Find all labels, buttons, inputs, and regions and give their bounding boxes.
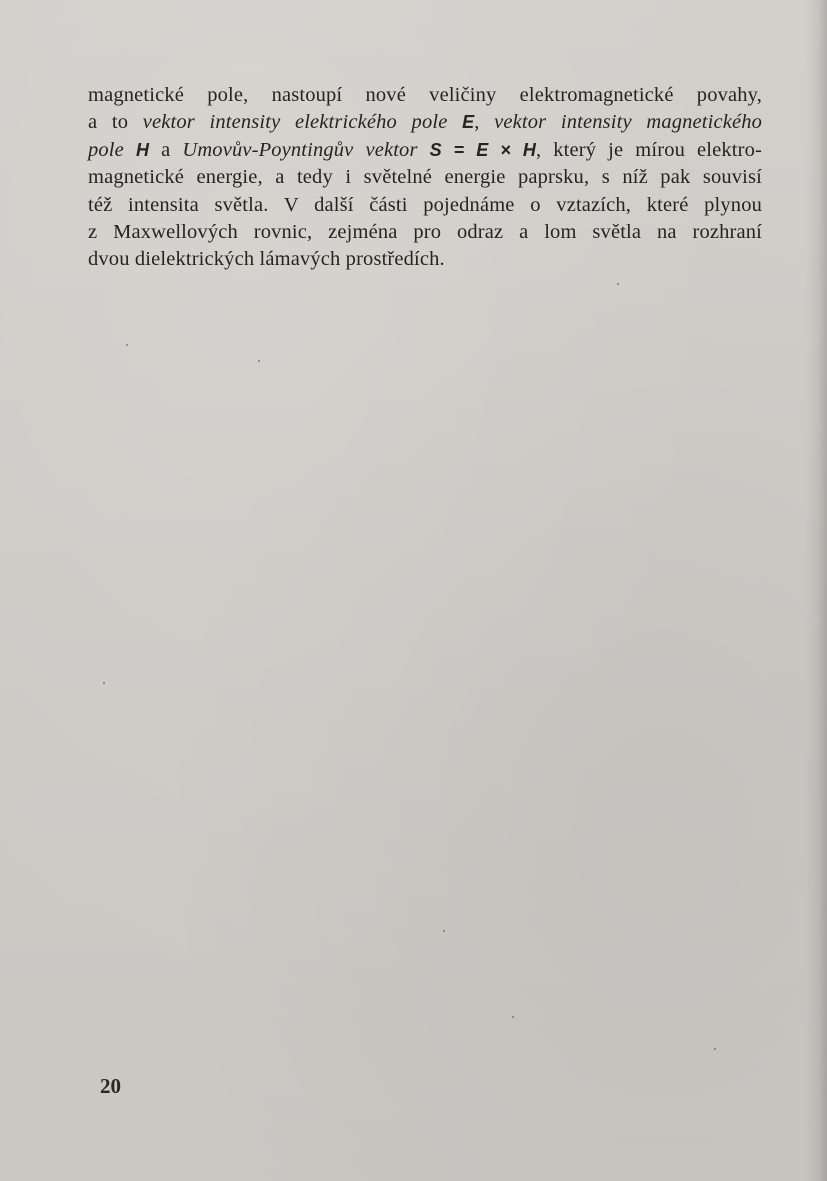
text-line-3 bbox=[88, 137, 762, 164]
text-fragment: a bbox=[149, 138, 183, 161]
paper-speck bbox=[443, 930, 445, 932]
paper-speck bbox=[714, 1048, 716, 1050]
formula-poynting: S = E × H bbox=[429, 139, 536, 160]
text-line-5: též intensita světla. V další části pojednáme o vztazích, které plynou bbox=[88, 193, 762, 216]
text-line-4: magnetické energie, a tedy i světelné energie paprsku, s níž pak souvisí bbox=[88, 166, 762, 189]
paper-speck bbox=[126, 344, 128, 346]
paper-speck bbox=[103, 682, 105, 684]
term-electric-field-vector: vektor intensity elektrického pole bbox=[142, 111, 448, 134]
paper-speck bbox=[617, 283, 619, 285]
symbol-e: E bbox=[462, 112, 475, 133]
body-paragraph bbox=[88, 82, 762, 274]
page-number: 20 bbox=[100, 1074, 121, 1098]
text-line-6: z Maxwellových rovnic, zejména pro odraz a lom světla na rozhraní bbox=[88, 221, 762, 244]
text-line-7: dvou dielektrických lámavých prostředích. bbox=[88, 248, 445, 271]
text-fragment: a to bbox=[88, 111, 143, 134]
term-pole: pole bbox=[88, 138, 124, 161]
text-line-2 bbox=[88, 109, 762, 136]
term-poynting-vector: Umovův-Poyntingův vektor bbox=[182, 138, 418, 161]
paper-speck bbox=[512, 1016, 514, 1018]
term-magnetic-field-vector: vektor intensity magnetického bbox=[494, 111, 763, 134]
text-line-1: magnetické pole, nastoupí nové veličiny elektromagnetické povahy, bbox=[88, 84, 762, 106]
text-fragment: , bbox=[474, 111, 495, 134]
text-fragment: , který je mírou elektro- bbox=[535, 138, 762, 161]
paper-speck bbox=[258, 360, 260, 362]
page-edge-shadow bbox=[805, 0, 827, 1181]
symbol-h: H bbox=[135, 139, 150, 160]
